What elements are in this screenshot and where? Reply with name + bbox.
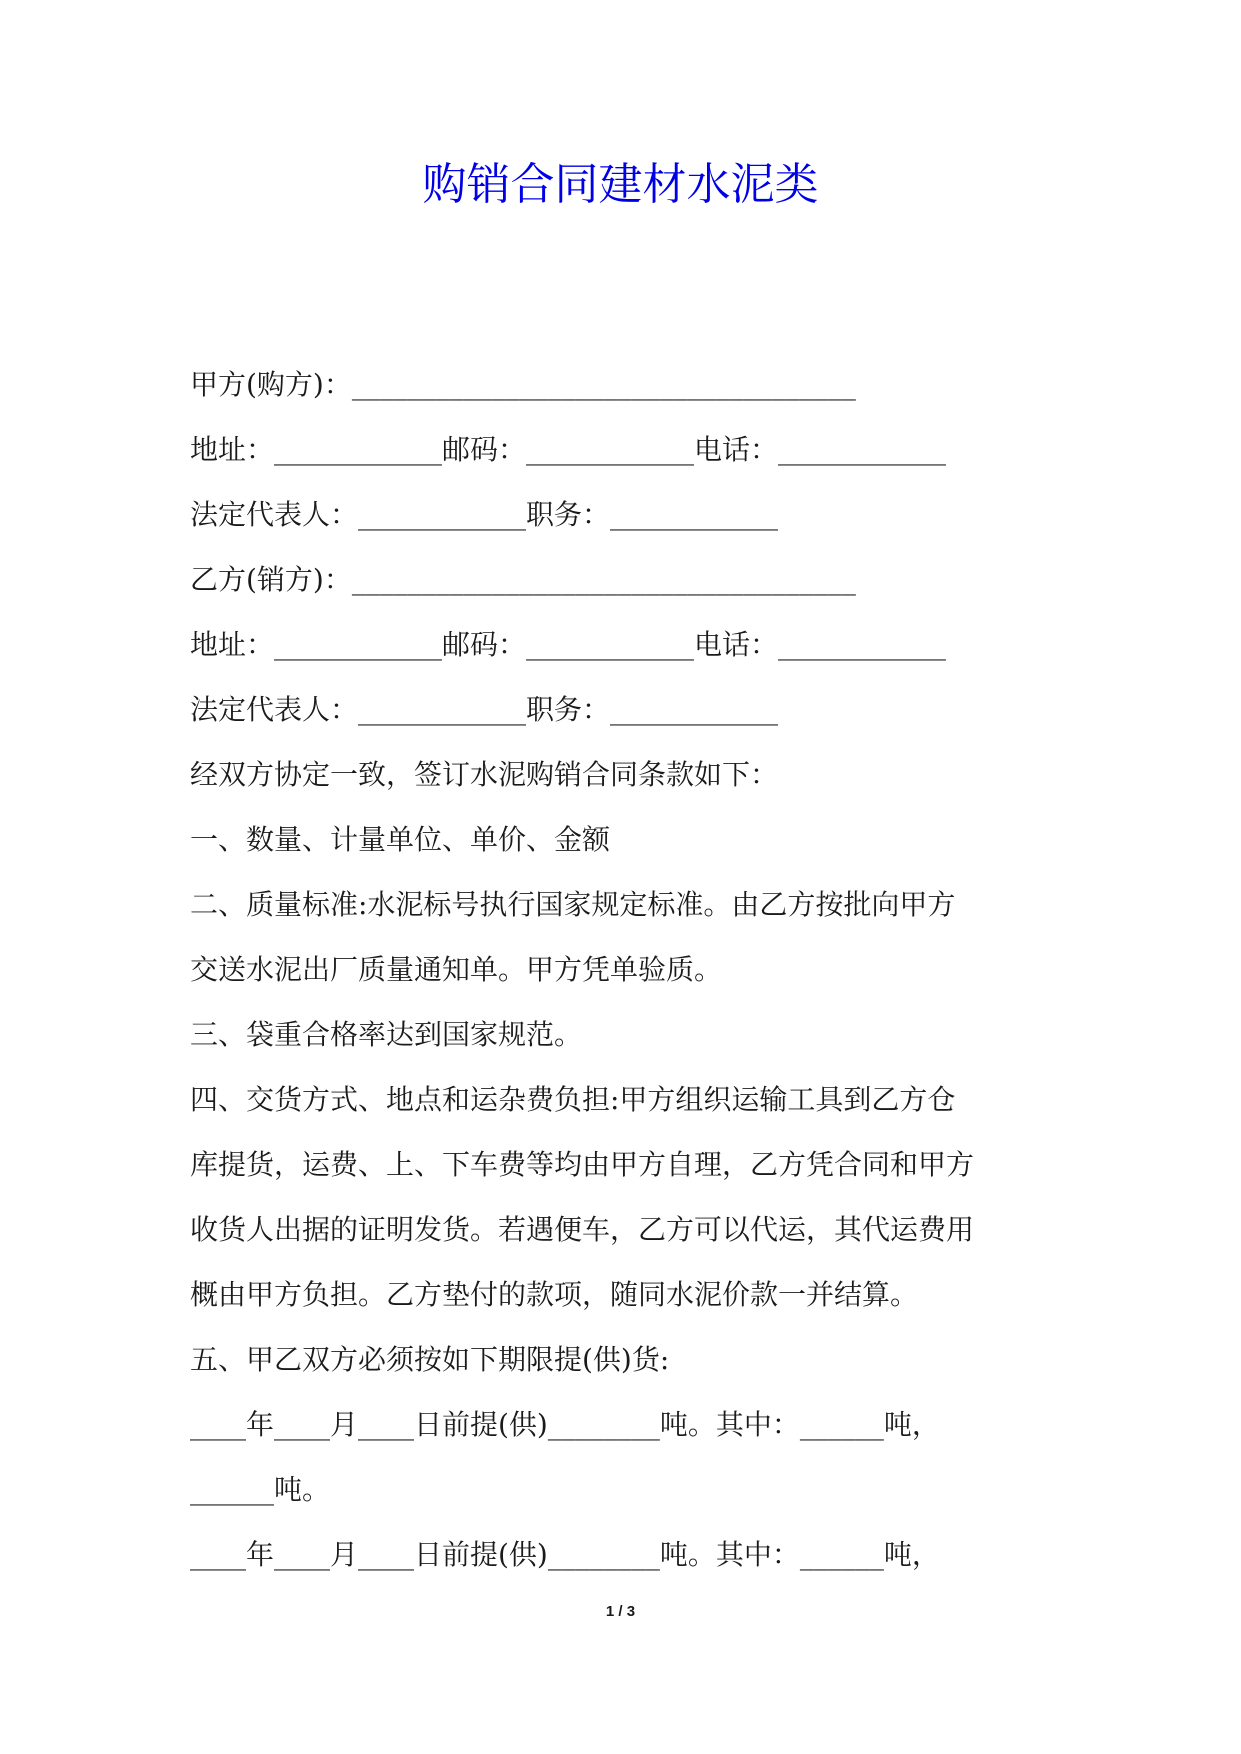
party-a-address-line: 地址：____________邮码：____________电话：____________: [190, 433, 947, 466]
clause-4-line: 收货人出据的证明发货。若遇便车，乙方可以代运，其代运费用: [190, 1213, 975, 1246]
clause-5: 五、甲乙双方必须按如下期限提(供)货:: [190, 1343, 670, 1376]
delivery-schedule-line: ____年____月____日前提(供)________吨。其中：______吨，: [190, 1538, 940, 1571]
clause-2-line: 二、质量标准:水泥标号执行国家规定标准。由乙方按批向甲方: [190, 888, 956, 921]
page-number: 1 / 3: [605, 1603, 636, 1620]
document-title: 购销合同建材水泥类: [422, 159, 819, 210]
clause-2: [190, 872, 1060, 1002]
party-b-name-line: 乙方(销方)：____________________________________: [190, 563, 856, 596]
clause-4-line: 库提货，运费、上、下车费等均由甲方自理，乙方凭合同和甲方: [190, 1148, 975, 1181]
contract-body: [190, 352, 1060, 1587]
delivery-schedule-row: [190, 1392, 1060, 1522]
party-a-representative-line: 法定代表人：____________职务：____________: [190, 498, 779, 531]
clause-4: [190, 1067, 1060, 1327]
clause-1: 一、数量、计量单位、单价、金额: [190, 823, 611, 856]
clause-4-line: 四、交货方式、地点和运杂费负担:甲方组织运输工具到乙方仓: [190, 1083, 956, 1116]
delivery-schedule-line: ____年____月____日前提(供)________吨。其中：______吨，: [190, 1408, 940, 1441]
party-a-name-line: 甲方(购方)：____________________________________: [190, 368, 856, 401]
delivery-schedule-row: [190, 1522, 1060, 1587]
party-b-address-line: 地址：____________邮码：____________电话：____________: [190, 628, 947, 661]
party-b-representative-line: 法定代表人：____________职务：____________: [190, 693, 779, 726]
delivery-schedule-line: ______吨。: [190, 1473, 331, 1506]
clause-3: 三、袋重合格率达到国家规范。: [190, 1018, 583, 1051]
contract-intro: 经双方协定一致，签订水泥购销合同条款如下：: [190, 758, 779, 791]
clause-2-line: 交送水泥出厂质量通知单。甲方凭单验质。: [190, 953, 723, 986]
clause-4-line: 概由甲方负担。乙方垫付的款项，随同水泥价款一并结算。: [190, 1278, 919, 1311]
